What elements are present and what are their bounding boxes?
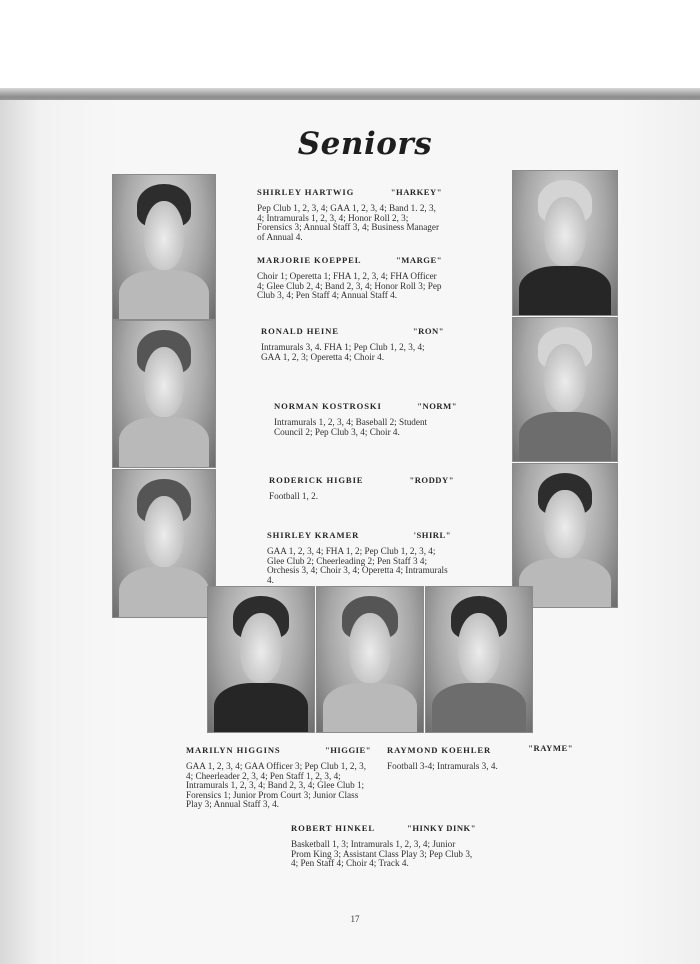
senior-entry-robert-hinkel bbox=[291, 824, 476, 869]
photo-shoulders bbox=[432, 683, 525, 733]
senior-entry-roderick-higbie bbox=[269, 476, 454, 502]
senior-name: RONALD HEINE bbox=[261, 326, 339, 336]
photo-robert-hinkel bbox=[316, 586, 424, 733]
senior-name: MARJORIE KOEPPEL bbox=[257, 255, 362, 265]
senior-activities: Intramurals 3, 4. FHA 1; Pep Club 1, 2, 3, 4; GAA 1, 2, 3; Operetta 4; Choir 4. bbox=[261, 342, 425, 362]
senior-nickname: "HARKEY" bbox=[390, 187, 442, 197]
senior-nickname: "HIGGIE" bbox=[324, 745, 371, 755]
senior-activities: GAA 1, 2, 3, 4; GAA Officer 3; Pep Club 1, 2, 3, 4; Cheerleader 2, 3, 4; Pen Staff 1, 2, 3, 4; Intramurals 1, 2, 3, 4; Band 2, 3, 4; Glee Club 1; Forensics 1; Junior Prom Court 3; Junior Class Play 3; Annual Staff 3, 4. bbox=[186, 761, 366, 810]
senior-name: ROBERT HINKEL bbox=[291, 823, 376, 833]
senior-name: SHIRLEY HARTWIG bbox=[257, 187, 355, 197]
photo-marilyn-higgins bbox=[207, 586, 315, 733]
senior-nickname: "NORM" bbox=[417, 401, 457, 411]
senior-activities: Football 1, 2. bbox=[269, 491, 319, 501]
senior-entry-raymond-koehler bbox=[387, 744, 573, 772]
photo-shoulders bbox=[323, 683, 416, 733]
page-title: Seniors bbox=[297, 126, 433, 162]
photo-ronald-heine bbox=[112, 320, 216, 468]
senior-activities: Basketball 1, 3; Intramurals 1, 2, 3, 4; Junior Prom King 3; Assistant Class Play 3; Pep Club 3, 4; Pen Staff 4; Choir 4; Track 4. bbox=[291, 839, 473, 869]
senior-activities: Choir 1; Operetta 1; FHA 1, 2, 3, 4; FHA Officer 4; Glee Club 2, 4; Band 2, 3, 4; Honor Roll 3; Pep Club 3, 4; Pen Staff 4; Annual Staff 4. bbox=[257, 271, 442, 301]
photo-shoulders bbox=[214, 683, 307, 733]
photo-shirley-hartwig bbox=[112, 174, 216, 320]
senior-activities: Pep Club 1, 2, 3, 4; GAA 1, 2, 3, 4; Band 1. 2, 3, 4; Intramurals 1, 2, 3, 4; Honor Roll 2, 3; Forensics 3; Annual Staff 3, 4; Business Manager of Annual 4. bbox=[257, 203, 440, 242]
senior-activities: Intramurals 1, 2, 3, 4; Baseball 2; Student Council 2; Pep Club 3, 4; Choir 4. bbox=[274, 417, 428, 437]
photo-face bbox=[240, 613, 282, 683]
senior-nickname: "HINKY DINK" bbox=[407, 823, 476, 833]
senior-entry-shirley-kramer bbox=[267, 531, 451, 585]
photo-shoulders bbox=[119, 417, 209, 468]
page-number: 17 bbox=[350, 914, 360, 924]
senior-entry-marjorie-koeppel bbox=[257, 256, 442, 301]
photo-face bbox=[544, 197, 586, 266]
photo-raymond-koehler bbox=[425, 586, 533, 733]
senior-nickname: 'SHIRL" bbox=[413, 530, 451, 540]
photo-face bbox=[544, 344, 586, 413]
senior-nickname: "RON" bbox=[412, 326, 444, 336]
photo-marjorie-koeppel bbox=[512, 170, 618, 316]
photo-norman-kostroski bbox=[512, 317, 618, 462]
senior-nickname: "MARGE" bbox=[396, 255, 442, 265]
photo-face bbox=[144, 347, 185, 417]
senior-name: RAYMOND KOEHLER bbox=[387, 745, 492, 755]
photo-face bbox=[458, 613, 500, 683]
photo-face bbox=[144, 201, 185, 270]
senior-name: RODERICK HIGBIE bbox=[269, 475, 364, 485]
photo-shoulders bbox=[119, 567, 209, 618]
senior-name: SHIRLEY KRAMER bbox=[267, 530, 360, 540]
photo-shoulders bbox=[519, 266, 611, 316]
senior-nickname: "RODDY" bbox=[409, 475, 454, 485]
photo-face bbox=[144, 496, 185, 567]
photo-roderick-higbie bbox=[112, 469, 216, 618]
senior-name: NORMAN KOSTROSKI bbox=[274, 401, 382, 411]
photo-shoulders bbox=[119, 270, 209, 320]
senior-entry-marilyn-higgins bbox=[186, 746, 371, 810]
senior-name: MARILYN HIGGINS bbox=[186, 745, 281, 755]
senior-nickname: "RAYME" bbox=[528, 743, 573, 753]
senior-activities: Football 3-4; Intramurals 3, 4. bbox=[387, 761, 498, 771]
photo-face bbox=[349, 613, 391, 683]
senior-entry-ronald-heine bbox=[261, 327, 444, 362]
photo-face bbox=[544, 490, 586, 559]
senior-entry-shirley-hartwig bbox=[257, 188, 442, 242]
photo-shoulders bbox=[519, 412, 611, 462]
senior-entry-norman-kostroski bbox=[274, 402, 457, 437]
senior-activities: GAA 1, 2, 3, 4; FHA 1, 2; Pep Club 1, 2, 3, 4; Glee Club 2; Cheerleading 2; Pen Staff 3 4; Orchesis 3, 4; Choir 3, 4; Operetta 4; Intramurals 4. bbox=[267, 546, 448, 585]
